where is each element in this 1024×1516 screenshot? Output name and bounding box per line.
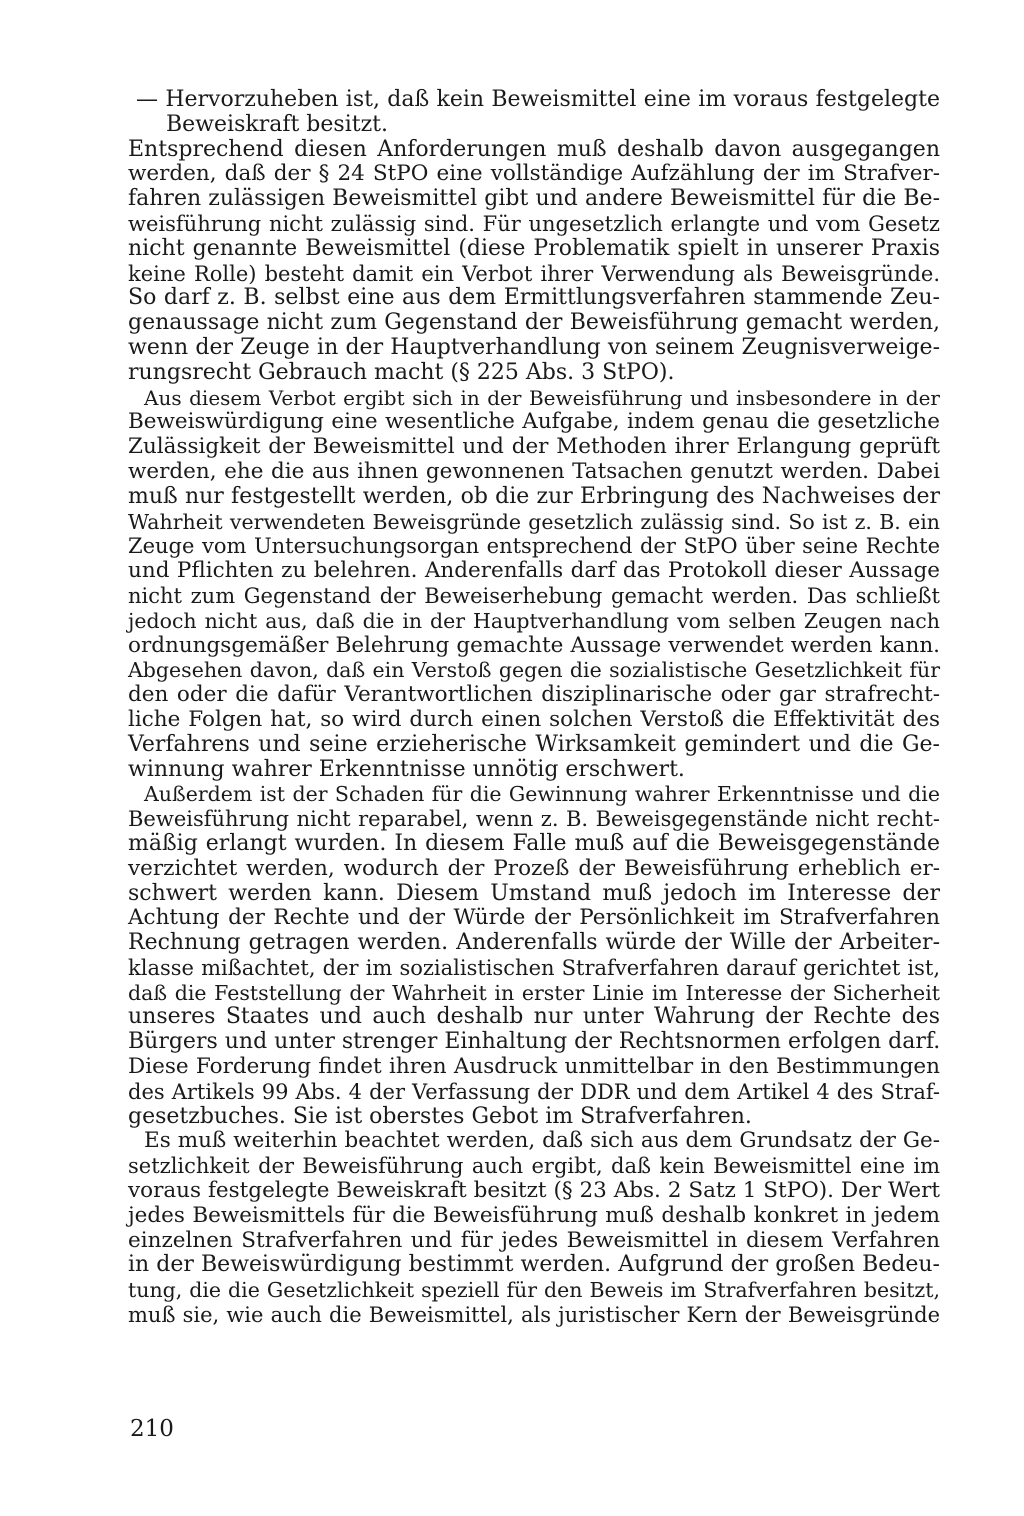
- text-line: liche Folgen hat, so wird durch einen solchen Verstoß die Effektivität des: [128, 706, 940, 732]
- text-line: Diese Forderung findet ihren Ausdruck unmittelbar in den Bestimmungen: [128, 1054, 940, 1080]
- text-line: rungsrecht Gebrauch macht (§ 225 Abs. 3 StPO).: [128, 359, 675, 385]
- text-line: Zulässigkeit der Beweismittel und der Methoden ihrer Erlangung geprüft: [128, 434, 940, 460]
- text-line: nicht zum Gegenstand der Beweiserhebung gemacht werden. Das schließt: [128, 583, 940, 608]
- text-line: einzelnen Strafverfahren und für jedes Beweismittel in diesem Verfahren: [128, 1227, 940, 1253]
- text-line: Abgesehen davon, daß ein Verstoß gegen die sozialistische Gesetzlichkeit für: [128, 658, 940, 683]
- text-line: setzlichkeit der Beweisführung auch ergibt, daß kein Beweismittel eine im: [128, 1154, 940, 1179]
- text-line: Beweisführung nicht reparabel, wenn z. B. Beweisgegenstände nicht recht-: [128, 807, 940, 832]
- text-line: Wahrheit verwendeten Beweisgründe gesetzlich zulässig sind. So ist z. B. ein: [128, 509, 940, 534]
- text-line: und Pflichten zu belehren. Anderenfalls darf das Protokoll dieser Aussage: [128, 558, 940, 584]
- text-line: Beweiswürdigung eine wesentliche Aufgabe, indem genau die gesetzliche: [128, 409, 940, 435]
- text-line: — Hervorzuheben ist, daß kein Beweismittel eine im voraus festgelegte: [136, 87, 940, 112]
- text-line: Achtung der Rechte und der Würde der Persönlichkeit im Strafverfahren: [128, 905, 940, 931]
- body-text: [128, 88, 940, 1328]
- text-line: in der Beweiswürdigung bestimmt werden. Aufgrund der großen Bedeu-: [128, 1252, 940, 1278]
- text-line: Außerdem ist der Schaden für die Gewinnung wahrer Erkenntnisse und die: [144, 782, 940, 807]
- text-line: tung, die die Gesetzlichkeit speziell für den Beweis im Strafverfahren besitzt,: [128, 1278, 940, 1303]
- text-line: Zeuge vom Untersuchungsorgan entsprechend der StPO über seine Rechte: [128, 534, 940, 559]
- text-line: Beweiskraft besitzt.: [166, 111, 388, 137]
- text-line: keine Rolle) besteht damit ein Verbot ihrer Verwendung als Beweisgründe.: [128, 261, 940, 286]
- text-line: Rechnung getragen werden. Anderenfalls würde der Wille der Arbeiter-: [128, 930, 940, 956]
- text-line: jedoch nicht aus, daß die in der Hauptverhandlung vom selben Zeugen nach: [128, 608, 940, 633]
- text-line: des Artikels 99 Abs. 4 der Verfassung der DDR und dem Artikel 4 des Straf-: [128, 1079, 940, 1104]
- text-line: ordnungsgemäßer Belehrung gemachte Aussage verwendet werden kann.: [128, 632, 940, 658]
- text-line: Entsprechend diesen Anforderungen muß deshalb davon ausgegangen: [128, 136, 940, 162]
- text-line: den oder die dafür Verantwortlichen disziplinarische oder gar strafrecht-: [128, 682, 940, 708]
- text-line: genaussage nicht zum Gegenstand der Beweisführung gemacht werden,: [128, 310, 940, 336]
- text-line: Bürgers und unter strenger Einhaltung der Rechtsnormen erfolgen darf.: [128, 1029, 941, 1055]
- text-line: Aus diesem Verbot ergibt sich in der Beweisführung und insbesondere in der: [144, 385, 940, 410]
- text-line: werden, ehe die aus ihnen gewonnenen Tatsachen genutzt werden. Dabei: [128, 458, 940, 484]
- text-line: gesetzbuches. Sie ist oberstes Gebot im Strafverfahren.: [128, 1103, 752, 1129]
- text-line: weisführung nicht zulässig sind. Für ungesetzlich erlangte und vom Gesetz: [128, 211, 940, 236]
- text-line: nicht genannte Beweismittel (diese Problematik spielt in unserer Praxis: [128, 235, 940, 261]
- text-line: mäßig erlangt wurden. In diesem Falle muß auf die Beweisgegenstände: [128, 830, 940, 856]
- text-line: jedes Beweismittels für die Beweisführung muß deshalb konkret in jedem: [128, 1202, 940, 1228]
- text-line: Es muß weiterhin beachtet werden, daß sich aus dem Grundsatz der Ge-: [144, 1128, 940, 1154]
- text-line: werden, daß der § 24 StPO eine vollständige Aufzählung der im Strafver-: [128, 161, 940, 187]
- text-line: daß die Feststellung der Wahrheit in erster Linie im Interesse der Sicherheit: [128, 980, 940, 1005]
- text-line: muß sie, wie auch die Beweismittel, als juristischer Kern der Beweisgründe: [128, 1303, 940, 1328]
- text-line: verzichtet werden, wodurch der Prozeß der Beweisführung erheblich er-: [128, 855, 940, 881]
- text-line: Verfahrens und seine erzieherische Wirksamkeit gemindert und die Ge-: [128, 731, 940, 757]
- text-line: muß nur festgestellt werden, ob die zur Erbringung des Nachweises der: [128, 483, 940, 509]
- page-number: 210: [130, 1416, 174, 1442]
- text-line: voraus festgelegte Beweiskraft besitzt (§ 23 Abs. 2 Satz 1 StPO). Der Wert: [128, 1178, 940, 1204]
- text-line: So darf z. B. selbst eine aus dem Ermittlungsverfahren stammende Zeu-: [128, 285, 940, 311]
- text-line: klasse mißachtet, der im sozialistischen Strafverfahren darauf gerichtet ist,: [128, 955, 940, 980]
- text-line: unseres Staates und auch deshalb nur unter Wahrung der Rechte des: [128, 1004, 940, 1030]
- text-line: fahren zulässigen Beweismittel gibt und andere Beweismittel für die Be-: [128, 186, 940, 212]
- text-line: schwert werden kann. Diesem Umstand muß jedoch im Interesse der: [128, 880, 940, 906]
- text-line: winnung wahrer Erkenntnisse unnötig erschwert.: [128, 756, 685, 782]
- text-line: wenn der Zeuge in der Hauptverhandlung von seinem Zeugnisverweige-: [128, 334, 940, 360]
